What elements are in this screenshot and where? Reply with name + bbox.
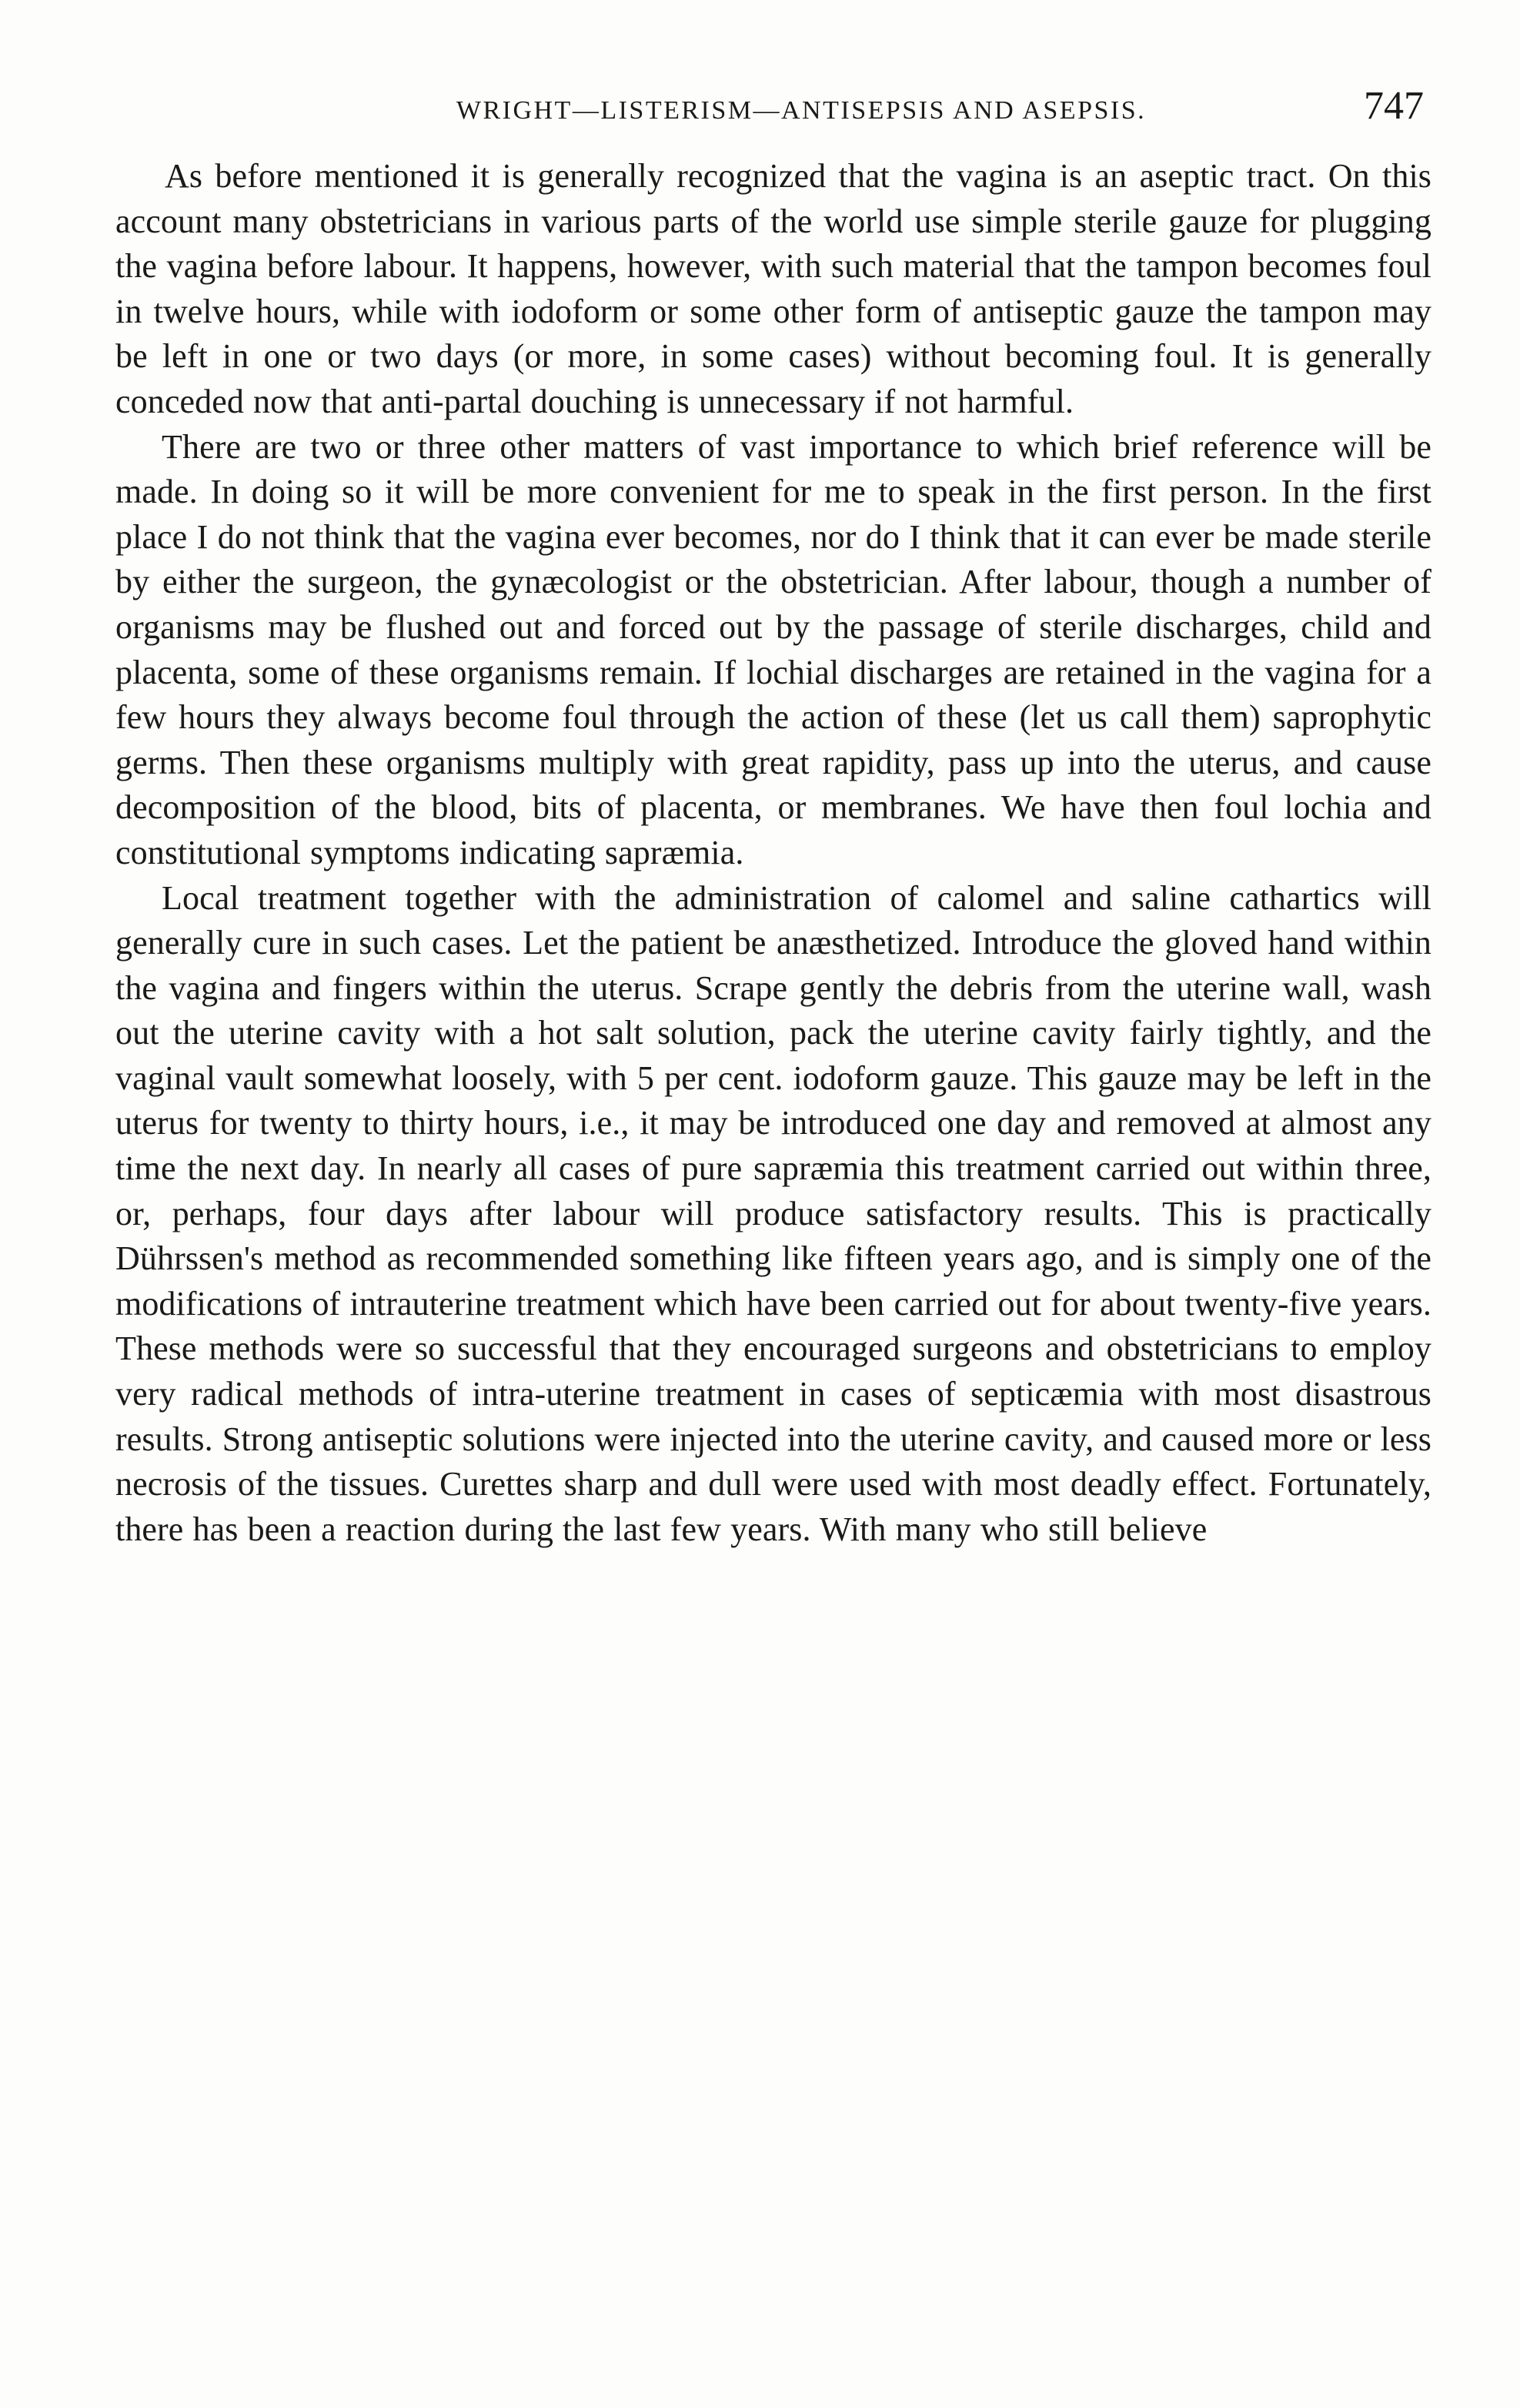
running-header [115,83,1431,137]
paragraph-vagina-aseptic-tract: As before mentioned it is generally recognized that the vagina is an aseptic tract. On this account many obstetricians in various parts of the world use simple sterile gauze for plugging the vagina before labour. It happens, however, with such material that the tampon becomes foul in twelve hours, while with iodoform or some other form of antiseptic gauze the tampon may be left in one or two days (or more, in some cases) without becoming foul. It is generally conceded now that anti-partal douching is unnecessary if not harmful. [115,157,1431,420]
paragraph-saprophytic-germs: There are two or three other matters of vast importance to which brief reference will be made. In doing so it will be more convenient for me to speak in the first person. In the first place I do not think that the vagina ever becomes, nor do I think that it can ever be made sterile by either the surgeon, the gynæcologist or the obstetrician. After labour, though a number of organisms may be flushed out and forced out by the passage of sterile discharges, child and placenta, some of these organisms remain. If lochial discharges are retained in the vagina for a few hours they always become foul through the action of these (let us call them) saprophytic germs. Then these organisms multiply with great rapidity, pass up into the uterus, and cause decomposition of the blood, bits of placenta, or membranes. We have then foul lochia and constitutional symptoms indicating sapræmia. [115,427,1431,871]
body-text [115,154,1431,1552]
page-number: 747 [1364,84,1424,128]
running-title: WRIGHT—LISTERISM—ANTISEPSIS AND ASEPSIS. [456,96,1147,125]
paragraph-local-treatment: Local treatment together with the administration of calomel and saline cathartics will generally cure in such cases. Let the patient be anæsthetized. Introduce the gloved hand within the vagina and fingers within the uterus. Scrape gently the debris from the uterine wall, wash out the uterine cavity with a hot salt solution, pack the uterine cavity fairly tightly, and the vaginal vault somewhat loosely, with 5 per cent. iodoform gauze. This gauze may be left in the uterus for twenty to thirty hours, i.e., it may be introduced one day and removed at almost any time the next day. In nearly all cases of pure sapræmia this treatment carried out within three, or, perhaps, four days after labour will produce satisfactory results. This is practically Dührssen's method as recommended something like fifteen years ago, and is simply one of the modifications of intrauterine treatment which have been carried out for about twenty-five years. These methods were so successful that they encouraged surgeons and obstetricians to employ very radical methods of intra-uterine treatment in cases of septicæmia with most disastrous results. Strong antiseptic solutions were injected into the uterine cavity, and caused more or less necrosis of the tissues. Curettes sharp and dull were used with most deadly effect. Fortunately, there has been a reaction during the last few years. With many who still believe [115,878,1431,1548]
